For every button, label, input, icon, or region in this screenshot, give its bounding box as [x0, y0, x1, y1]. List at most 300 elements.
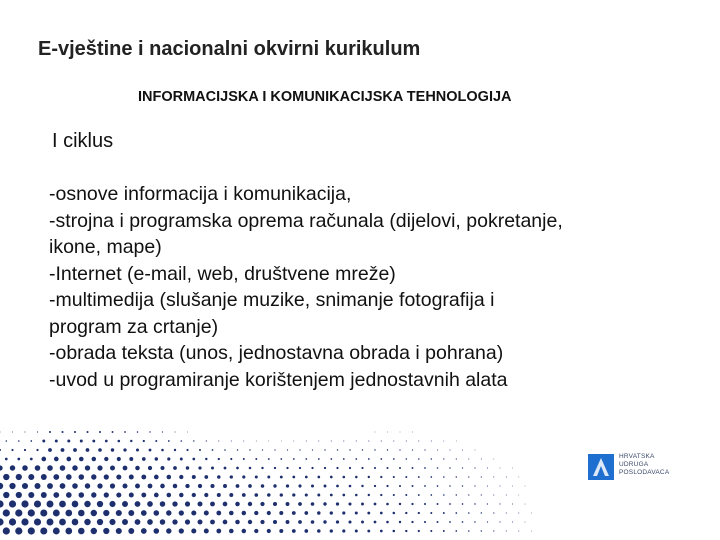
- decorative-dot: [129, 493, 134, 498]
- decorative-dot: [456, 458, 457, 459]
- decorative-dot: [185, 484, 189, 488]
- decorative-dot: [361, 503, 364, 506]
- decorative-dot: [260, 520, 264, 524]
- decorative-dot: [474, 521, 475, 522]
- decorative-dot: [305, 476, 308, 479]
- decorative-dot: [254, 529, 258, 533]
- decorative-dot: [418, 530, 420, 532]
- decorative-dot: [66, 474, 72, 480]
- decorative-dot: [15, 509, 22, 516]
- decorative-dot: [86, 431, 88, 433]
- decorative-dot: [172, 519, 177, 524]
- decorative-dot: [531, 513, 532, 514]
- logo-line: POSLODAVACA: [619, 469, 670, 476]
- decorative-dot: [361, 485, 363, 487]
- decorative-dot: [368, 458, 370, 460]
- decorative-dot: [430, 512, 432, 514]
- decorative-dot: [191, 528, 196, 533]
- decorative-dot: [148, 466, 152, 470]
- decorative-dot: [412, 485, 414, 487]
- decorative-dot: [355, 511, 358, 514]
- decorative-dot: [179, 510, 184, 515]
- decorative-dot: [481, 459, 482, 460]
- decorative-dot: [405, 512, 407, 514]
- decorative-dot: [116, 510, 122, 516]
- decorative-dot: [279, 529, 283, 533]
- decorative-dot: [305, 493, 308, 496]
- decorative-dot: [217, 493, 221, 497]
- decorative-dot: [41, 492, 47, 498]
- decorative-dot: [28, 474, 34, 480]
- decorative-dot: [411, 521, 413, 523]
- decorative-dot: [374, 467, 376, 469]
- decorative-dot: [110, 466, 115, 471]
- decorative-dot: [293, 458, 295, 460]
- decorative-dot: [305, 458, 307, 460]
- decorative-dot: [36, 449, 38, 451]
- decorative-dot: [449, 485, 451, 487]
- decorative-dot: [21, 518, 28, 525]
- decorative-dot: [248, 520, 252, 524]
- decorative-dot: [311, 520, 315, 524]
- decorative-dot: [248, 484, 252, 488]
- decorative-dot: [418, 441, 419, 442]
- decorative-dot: [499, 521, 500, 522]
- decorative-dot: [166, 528, 171, 533]
- decorative-dot: [91, 492, 96, 497]
- decorative-dot: [218, 458, 220, 460]
- decorative-dot: [393, 512, 396, 515]
- decorative-dot: [103, 528, 109, 534]
- decorative-dot: [35, 483, 41, 489]
- decorative-dot: [500, 468, 501, 469]
- decorative-dot: [55, 440, 58, 443]
- decorative-dot: [449, 521, 451, 523]
- decorative-dot: [59, 501, 66, 508]
- decorative-dot: [525, 486, 526, 487]
- decorative-dot: [11, 449, 13, 451]
- decorative-dot: [299, 449, 300, 450]
- decorative-dot: [242, 511, 246, 515]
- decorative-dot: [6, 440, 8, 442]
- decorative-dot: [61, 431, 63, 433]
- decorative-dot: [204, 493, 208, 497]
- decorative-dot: [98, 448, 102, 452]
- decorative-dot: [304, 529, 308, 533]
- decorative-dot: [224, 449, 226, 451]
- decorative-dot: [154, 493, 159, 498]
- decorative-dot: [493, 476, 494, 477]
- decorative-dot: [74, 431, 76, 433]
- decorative-dot: [306, 441, 307, 442]
- decorative-dot: [405, 494, 407, 496]
- decorative-dot: [91, 474, 96, 479]
- decorative-dot: [456, 441, 457, 442]
- decorative-dot: [512, 522, 513, 523]
- decorative-dot: [506, 512, 507, 513]
- content-line: -strojna i programska oprema računala (dijelovi, pokretanje,: [49, 209, 563, 232]
- decorative-dot: [273, 502, 277, 506]
- decorative-dot: [405, 458, 407, 460]
- decorative-dot: [79, 492, 85, 498]
- decorative-dot: [431, 458, 432, 459]
- decorative-dot: [161, 466, 165, 470]
- decorative-dot: [330, 458, 332, 460]
- decorative-dot: [104, 457, 108, 461]
- decorative-dot: [324, 467, 326, 469]
- decorative-dot: [123, 466, 128, 471]
- decorative-dot: [249, 449, 250, 450]
- decorative-dot: [292, 476, 295, 479]
- decorative-dot: [181, 440, 183, 442]
- decorative-dot: [197, 501, 202, 506]
- decorative-dot: [97, 465, 102, 470]
- decorative-dot: [261, 467, 263, 469]
- decorative-dot: [128, 528, 134, 534]
- decorative-dot: [91, 510, 97, 516]
- decorative-dot: [172, 501, 177, 506]
- decorative-dot: [16, 474, 22, 480]
- decorative-dot: [430, 494, 432, 496]
- decorative-dot: [91, 528, 97, 534]
- decorative-dot: [122, 519, 128, 525]
- decorative-dot: [193, 440, 194, 441]
- decorative-dot: [380, 494, 382, 496]
- decorative-dot: [437, 503, 439, 505]
- decorative-dot: [0, 449, 1, 451]
- decorative-dot: [286, 520, 290, 524]
- decorative-dot: [267, 511, 271, 515]
- decorative-dot: [512, 486, 513, 487]
- decorative-dot: [455, 530, 457, 532]
- decorative-dot: [97, 501, 103, 507]
- decorative-dot: [235, 520, 240, 525]
- decorative-dot: [349, 485, 352, 488]
- decorative-dot: [393, 458, 395, 460]
- decorative-dot: [105, 440, 108, 443]
- decorative-dot: [206, 440, 207, 441]
- decorative-dot: [9, 500, 16, 507]
- decorative-dot: [223, 520, 228, 525]
- decorative-dot: [78, 510, 85, 517]
- decorative-dot: [468, 494, 469, 495]
- decorative-dot: [400, 432, 401, 433]
- decorative-dot: [311, 502, 315, 506]
- decorative-dot: [256, 441, 257, 442]
- decorative-dot: [298, 502, 302, 506]
- decorative-dot: [78, 528, 85, 535]
- decorative-dot: [174, 449, 176, 451]
- decorative-dot: [198, 466, 201, 469]
- decorative-dot: [174, 431, 175, 432]
- decorative-dot: [118, 440, 121, 443]
- decorative-dot: [99, 431, 101, 433]
- decorative-dot: [187, 432, 188, 433]
- decorative-dot: [67, 440, 70, 443]
- decorative-dot: [141, 493, 146, 498]
- decorative-dot: [129, 475, 134, 480]
- decorative-dot: [104, 474, 109, 479]
- decorative-dot: [380, 458, 382, 460]
- decorative-dot: [166, 510, 171, 515]
- decorative-dot: [280, 476, 283, 479]
- decorative-dot: [298, 520, 302, 524]
- decorative-dot: [387, 432, 388, 433]
- decorative-dot: [249, 467, 252, 470]
- decorative-dot: [116, 528, 122, 534]
- decorative-dot: [286, 502, 290, 506]
- decorative-dot: [475, 450, 476, 451]
- decorative-dot: [128, 510, 134, 516]
- decorative-dot: [424, 485, 426, 487]
- decorative-dot: [349, 449, 350, 450]
- content-line: program za crtanje): [49, 315, 219, 338]
- decorative-dot: [393, 476, 395, 478]
- decorative-dot: [318, 458, 320, 460]
- decorative-dot: [12, 432, 13, 433]
- decorative-dot: [117, 457, 121, 461]
- decorative-dot: [380, 530, 383, 533]
- decorative-dot: [47, 483, 53, 489]
- decorative-dot: [192, 458, 195, 461]
- decorative-dot: [424, 503, 426, 505]
- decorative-dot: [154, 510, 160, 516]
- decorative-dot: [129, 457, 133, 461]
- decorative-dot: [456, 494, 457, 495]
- decorative-dot: [79, 474, 85, 480]
- decorative-dot: [260, 502, 264, 506]
- decorative-dot: [66, 492, 72, 498]
- decorative-dot: [293, 441, 294, 442]
- decorative-dot: [324, 449, 325, 450]
- decorative-dot: [274, 449, 275, 450]
- decorative-dot: [506, 477, 507, 478]
- decorative-dot: [493, 494, 494, 495]
- decorative-dot: [231, 441, 232, 442]
- decorative-dot: [280, 493, 283, 496]
- decorative-dot: [393, 530, 396, 533]
- decorative-dot: [362, 449, 363, 450]
- decorative-dot: [292, 529, 296, 533]
- decorative-dot: [97, 519, 103, 525]
- decorative-dot: [216, 529, 221, 534]
- decorative-dot: [47, 519, 54, 526]
- logo-line: HRVATSKA: [619, 453, 655, 460]
- decorative-dot: [487, 503, 488, 504]
- decorative-dot: [47, 501, 54, 508]
- decorative-dot: [155, 457, 158, 460]
- decorative-dot: [375, 432, 376, 433]
- decorative-dot: [380, 476, 382, 478]
- decorative-dot: [141, 528, 147, 534]
- decorative-dot: [179, 493, 183, 497]
- decorative-dot: [387, 449, 388, 450]
- decorative-dot: [210, 484, 214, 488]
- content-line: -Internet (e-mail, web, društvene mreže): [49, 262, 396, 285]
- decorative-dot: [267, 529, 271, 533]
- decorative-dot: [317, 494, 320, 497]
- decorative-dot: [343, 440, 344, 441]
- decorative-dot: [135, 501, 141, 507]
- decorative-dot: [405, 476, 407, 478]
- decorative-dot: [449, 449, 450, 450]
- decorative-dot: [374, 521, 377, 524]
- decorative-dot: [336, 520, 339, 523]
- decorative-dot: [28, 509, 35, 516]
- decorative-dot: [242, 475, 245, 478]
- decorative-dot: [481, 530, 482, 531]
- decorative-dot: [430, 476, 432, 478]
- decorative-dot: [487, 521, 488, 522]
- decorative-dot: [393, 494, 395, 496]
- decorative-dot: [330, 494, 333, 497]
- decorative-dot: [342, 511, 345, 514]
- decorative-dot: [92, 457, 96, 461]
- decorative-dot: [518, 495, 519, 496]
- decorative-dot: [85, 483, 90, 488]
- decorative-dot: [298, 484, 301, 487]
- decorative-dot: [53, 474, 59, 480]
- decorative-dot: [116, 474, 121, 479]
- decorative-dot: [41, 457, 46, 462]
- decorative-dot: [518, 477, 519, 478]
- decorative-dot: [330, 529, 333, 532]
- decorative-dot: [468, 458, 469, 459]
- decorative-dot: [130, 440, 132, 442]
- decorative-dot: [59, 519, 66, 526]
- decorative-dot: [3, 474, 9, 480]
- decorative-dot: [493, 512, 494, 513]
- hup-logo-text: [619, 453, 699, 477]
- decorative-dot: [124, 431, 126, 433]
- decorative-dot: [380, 512, 383, 515]
- decorative-dot: [173, 466, 177, 470]
- decorative-dot: [60, 465, 66, 471]
- decorative-dot: [160, 484, 165, 489]
- decorative-dot: [204, 475, 208, 479]
- decorative-dot: [317, 529, 321, 533]
- decorative-dot: [355, 529, 358, 532]
- decorative-dot: [237, 449, 239, 451]
- decorative-dot: [355, 494, 358, 497]
- decorative-dot: [474, 467, 475, 468]
- decorative-dot: [312, 449, 313, 450]
- decorative-dot: [393, 440, 394, 441]
- decorative-dot: [323, 520, 326, 523]
- decorative-dot: [109, 501, 115, 507]
- decorative-dot: [487, 467, 488, 468]
- decorative-dot: [493, 459, 494, 460]
- decorative-dot: [374, 449, 375, 450]
- slide-title: E-vještine i nacionalni okvirni kurikulum: [38, 38, 421, 60]
- content-line: -uvod u programiranje korištenjem jednostavnih alata: [49, 368, 508, 391]
- decorative-dot: [204, 511, 209, 516]
- decorative-dot: [368, 494, 370, 496]
- decorative-dot: [192, 493, 196, 497]
- decorative-dot: [287, 449, 288, 450]
- decorative-dot: [331, 441, 332, 442]
- decorative-dot: [16, 492, 22, 498]
- decorative-dot: [137, 431, 139, 433]
- decorative-dot: [399, 449, 400, 450]
- decorative-dot: [487, 485, 488, 486]
- decorative-dot: [273, 484, 276, 487]
- decorative-dot: [223, 502, 228, 507]
- decorative-dot: [66, 457, 71, 462]
- decorative-dot: [254, 493, 258, 497]
- decorative-dot: [37, 431, 38, 432]
- decorative-dot: [185, 501, 190, 506]
- decorative-dot: [336, 467, 338, 469]
- decorative-dot: [499, 503, 500, 504]
- decorative-dot: [72, 465, 77, 470]
- decorative-dot: [229, 529, 234, 534]
- decorative-dot: [84, 519, 90, 525]
- decorative-dot: [273, 520, 277, 524]
- decorative-dot: [80, 440, 83, 443]
- decorative-dot: [336, 502, 339, 505]
- decorative-dot: [72, 519, 79, 526]
- decorative-dot: [54, 457, 59, 462]
- decorative-dot: [518, 531, 519, 532]
- decorative-dot: [386, 467, 388, 469]
- decorative-dot: [41, 474, 47, 480]
- decorative-dot: [34, 500, 41, 507]
- decorative-dot: [168, 440, 170, 442]
- decorative-dot: [411, 503, 413, 505]
- decorative-dot: [318, 441, 319, 442]
- decorative-dot: [218, 440, 219, 441]
- decorative-dot: [65, 510, 72, 517]
- decorative-dot: [443, 458, 444, 459]
- decorative-dot: [355, 458, 357, 460]
- decorative-dot: [161, 449, 164, 452]
- decorative-dot: [437, 521, 439, 523]
- decorative-dot: [348, 520, 351, 523]
- decorative-dot: [518, 513, 519, 514]
- decorative-dot: [281, 441, 282, 442]
- decorative-dot: [437, 467, 439, 469]
- decorative-dot: [342, 476, 345, 479]
- decorative-dot: [324, 485, 327, 488]
- decorative-dot: [160, 501, 166, 507]
- decorative-dot: [10, 465, 15, 470]
- decorative-dot: [261, 484, 265, 488]
- decorative-dot: [462, 521, 464, 523]
- decorative-dot: [109, 519, 115, 525]
- decorative-dot: [361, 467, 363, 469]
- decorative-dot: [342, 494, 345, 497]
- decorative-dot: [48, 448, 52, 452]
- decorative-dot: [381, 440, 382, 441]
- decorative-dot: [506, 530, 507, 531]
- decorative-dot: [9, 518, 16, 525]
- content-line: -obrada teksta (unos, jednostavna obrada i pohrana): [49, 342, 504, 364]
- decorative-dot: [323, 502, 326, 505]
- decorative-dot: [424, 521, 426, 523]
- decorative-dot: [199, 449, 201, 451]
- decorative-dot: [399, 485, 401, 487]
- decorative-dot: [17, 458, 20, 461]
- decorative-dot: [210, 502, 215, 507]
- decorative-dot: [356, 440, 357, 441]
- decorative-dot: [443, 476, 445, 478]
- decorative-dot: [368, 476, 370, 478]
- decorative-dot: [9, 483, 15, 489]
- decorative-dot: [317, 511, 321, 515]
- decorative-dot: [418, 512, 420, 514]
- decorative-dot: [53, 492, 59, 498]
